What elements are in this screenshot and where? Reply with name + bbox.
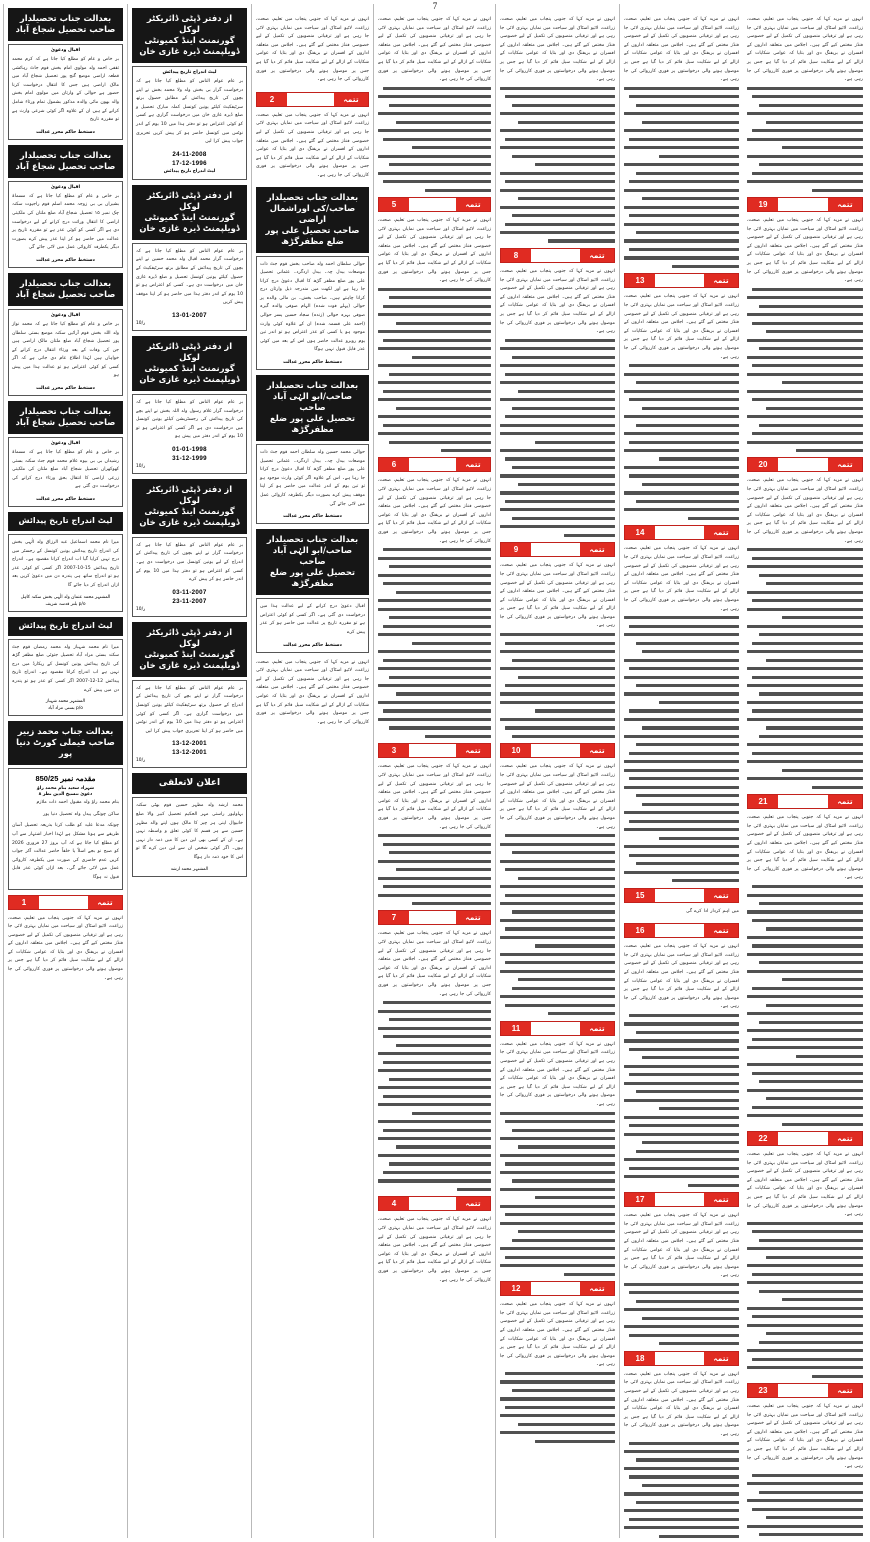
continuation-label: تتمہ xyxy=(828,458,862,471)
column-5-ink-a xyxy=(500,87,615,243)
column-7-text-d: انہوں نے مزید کہا کہ جنوبی پنجاب میں تعلیم، صحت، زراعت، لائیو اسٹاک اور سیاحت میں نمایاں بہتری لائی جا رہی ہے اور ترقیاتی منصوبوں کی تکمیل کے لیے خصوصی فنڈز مختص کیے گئے ہیں۔ اجلاس میں متعلقہ اداروں کے افسران نے بریفنگ دی اور بتایا کہ عوامی شکایات کے ازالے کے لیے شکایت سیل قائم کر دیا گیا ہے جس پر موصول ہونے والی درخواستوں پر فوری کارروائی کی جا رہی ہے۔ xyxy=(747,815,863,881)
column-7-news xyxy=(743,4,867,1538)
alipur-notice-signature: دستخط حاکم محرر عدالت xyxy=(283,642,342,648)
legal-header-line-1: بعدالت جناب تحصیلدار xyxy=(266,534,359,545)
continuation-number: 9 xyxy=(501,543,531,556)
continuation-text-1: انہوں نے مزید کہا کہ جنوبی پنجاب میں تعلیم، صحت، زراعت، لائیو اسٹاک اور سیاحت میں نمایاں بہتری لائی جا رہی ہے اور ترقیاتی منصوبوں کی تکمیل کے لیے خصوصی فنڈز مختص کیے گئے ہیں۔ اجلاس میں متعلقہ اداروں کے افسران نے بریفنگ دی اور بتایا کہ عوامی شکایات کے ازالے کے لیے شکایت سیل قائم کر دیا گیا ہے جس پر موصول ہونے والی درخواستوں پر فوری کارروائی کی جا رہی ہے۔ xyxy=(8,915,123,981)
notice-footer: لیٹ اندراج تاریخ پیدائش xyxy=(163,168,216,174)
continuation-spacer xyxy=(39,896,88,909)
continuation-spacer xyxy=(655,1193,704,1206)
continuation-banner-6[interactable] xyxy=(378,457,491,472)
continuation-label: تتمہ xyxy=(456,911,490,924)
alipur-notice-3 xyxy=(256,598,369,652)
continuation-spacer xyxy=(655,1352,704,1365)
notice-text: بر عام عوام الناس کو مطلع کیا جاتا ہے کہ درخواست گزار غلام رسول ولد اللہ بخش نے اپنے بچے کی تاریخ پیدائش کی رجسٹریشن کیلئے یونین کونسل میں درخواست دی ہے اگر کسی کو اعتراض ہو تو 10 یوم کے اندر دفتر میں پیش ہو xyxy=(136,399,243,440)
column-6-ink-a xyxy=(624,87,739,268)
continuation-label: تتمہ xyxy=(828,198,862,211)
continuation-banner-22[interactable] xyxy=(747,1131,863,1146)
legal-header-line-1: بعدالت جناب تحصیلدار xyxy=(266,380,359,391)
disownment-text: محمد ارشد ولد مظہر حسین قوم بھٹی سکنہ بہاولپور راستی مہر الحکیم تحصیل کبیر والا ضلع خانیوال اپنی ہر چیز کا مالک ہوں اپنے والد مظہر حسین سے ہر قسم کا کوئی تعلق و واسطہ نہیں ہے۔ ان کے کسی بھی لین دین کا میں ذمہ دار نہیں ہوں۔ اگر کوئی شخص ان سے لین دین کرے گا تو اس کا خود ذمہ دار ہوگا xyxy=(136,803,243,860)
continuation-spacer xyxy=(778,1384,828,1397)
continuation-number: 12 xyxy=(501,1282,531,1295)
legal-header-line-1: لیٹ اندراج تاریخ پیدائش xyxy=(18,516,113,526)
continuation-number: 16 xyxy=(625,924,655,937)
continuation-banner-10[interactable] xyxy=(500,743,615,758)
legal-header-line-1: بعدالت جناب تحصیلدار xyxy=(19,13,112,23)
continuation-label: تتمہ xyxy=(828,1384,862,1397)
legal-header-line-2: گورنمنٹ اینڈ کمیونٹی xyxy=(144,35,235,45)
late-birth-notice-text: میرا نام محمد اسماعیل عبد الرزاق ولد الٰہی بخش کی اندراج تاریخ پیدائش یونین کونسل کے رجسٹر میں درج نہیں کرایا گیا اب اندراج کرانا مقصود ہے۔ اندراج تاریخ پیدائش 15-10-2007 اگر کسی کو کوئی عذر ہو تو اندراج ساتھ ہی پندرہ دن میں دعویٰ کریں بعد ازاں اندراج کر دیا جائے گا xyxy=(12,540,119,588)
case-party-line: شہزاد سعید بنام محمد راؤ xyxy=(36,786,95,792)
column-4-text-e: انہوں نے مزید کہا کہ جنوبی پنجاب میں تعلیم، صحت، زراعت، لائیو اسٹاک اور سیاحت میں نمایاں بہتری لائی جا رہی ہے اور ترقیاتی منصوبوں کی تکمیل کے لیے خصوصی فنڈز مختص کیے گئے ہیں۔ اجلاس میں متعلقہ اداروں کے افسران نے بریفنگ دی اور بتایا کہ عوامی شکایات کے ازالے کے لیے شکایت سیل قائم کر دیا گیا ہے جس پر موصول ہونے والی درخواستوں پر فوری کارروائی کی جا رہی ہے۔ xyxy=(378,931,491,997)
legal-header-deputy-director-5 xyxy=(132,622,247,677)
continuation-label: تتمہ xyxy=(828,1132,862,1145)
column-6-ink-b xyxy=(624,364,739,520)
legal-notice-body-4 xyxy=(8,437,123,507)
case-summons-text: چونکہ مدعا علیہ کو طلب کرنا بذریعہ تحصیل آسان طریقے سے ہونا مشکل ہے لہٰذا اخبار اشتہار سے آپ کو مطلع کیا جاتا ہے کہ آپ بروز 27 فروری 2026 کو صبح نو بجے اسلاً یا خلفاً حاضر عدالت آکر جواب کریں عدم حاضری کی صورت میں یکطرفہ کاروائی عمل میں لائی جائے گی۔ بعد ازاں کوئی عذر قابل قبول نہ ہوگا xyxy=(12,823,119,880)
continuation-number: 19 xyxy=(748,198,778,211)
continuation-label: تتمہ xyxy=(456,1197,490,1210)
continuation-label: تتمہ xyxy=(456,198,490,211)
continuation-label: تتمہ xyxy=(704,1193,738,1206)
legal-header-line-1: بعدالت جناب تحصیلدار xyxy=(266,191,359,202)
late-birth-notice-text: میرا نام محمد شہباز ولد محمد رمضان قوم جٹ سکنہ بستی مراد آباد تحصیل جتوئی ضلع مظفر گڑھ کی تاریخ پیدائش یونین کونسل کے ریکارڈ میں درج نہیں ہے اب اندراج کرانا مقصود ہے۔ اندراج تاریخ پیدائش 12-12-2007 اگر کسی کو عذر ہو تو پندرہ دن میں پیش کرے xyxy=(12,644,119,693)
notice-ref: ر/10 xyxy=(136,463,146,469)
continuation-number: 7 xyxy=(379,911,409,924)
legal-header-line-1: از دفتر ڈپٹی ڈائریکٹر لوکل xyxy=(146,483,233,505)
declaration-header-disownment: اعلان لاتعلقی xyxy=(132,773,247,794)
legal-header-line-3: صاحب تحصیل علی پور ضلع مظفرگڑھ xyxy=(265,224,360,246)
notice-ref: ر/10 xyxy=(136,320,146,326)
column-1-legal-notices xyxy=(3,4,127,1538)
column-6-news xyxy=(619,4,743,1538)
column-3-lead-text: انہوں نے مزید کہا کہ جنوبی پنجاب میں تعلیم، صحت، زراعت، لائیو اسٹاک اور سیاحت میں نمایاں بہتری لائی جا رہی ہے اور ترقیاتی منصوبوں کی تکمیل کے لیے خصوصی فنڈز مختص کیے گئے ہیں۔ اجلاس میں متعلقہ اداروں کے افسران نے بریفنگ دی اور بتایا کہ عوامی شکایات کے ازالے کے لیے شکایت سیل قائم کر دیا گیا ہے جس پر موصول ہونے والی درخواستوں پر فوری کارروائی کی جا رہی ہے۔ xyxy=(256,17,369,83)
continuation-label: تتمہ xyxy=(580,249,614,262)
column-4-text-a: انہوں نے مزید کہا کہ جنوبی پنجاب میں تعلیم، صحت، زراعت، لائیو اسٹاک اور سیاحت میں نمایاں بہتری لائی جا رہی ہے اور ترقیاتی منصوبوں کی تکمیل کے لیے خصوصی فنڈز مختص کیے گئے ہیں۔ اجلاس میں متعلقہ اداروں کے افسران نے بریفنگ دی اور بتایا کہ عوامی شکایات کے ازالے کے لیے شکایت سیل قائم کر دیا گیا ہے جس پر موصول ہونے والی درخواستوں پر فوری کارروائی کی جا رہی ہے۔ xyxy=(378,17,491,83)
column-4-news xyxy=(373,4,495,1538)
continuation-label: تتمہ xyxy=(704,1352,738,1365)
continuation-banner-9[interactable] xyxy=(500,542,615,557)
legal-notice-body-1 xyxy=(8,44,123,140)
legal-notice-text: بر خاص و عام کو مطلع کیا جاتا ہے کہ کرم محمد ثقفی احمد ولد مولوی امام بخش قوم جاٹ رہائشی قطعہ اراضی موضع گنج پور تحصیل شجاع آباد میں مالک اراضی ہیں جس کا انتقال درخواست کرنا حضور ہے حوالی کے وارثان میں مولوی امام بخش والد بھون مائی والدہ مذکور بشمول تمام ورثاء شامل کرانے کے ہیں ان کے علاوہ اگر کوئی شرعی وارث ہے تو مقررہ تاریخ xyxy=(12,57,119,123)
continuation-spacer xyxy=(655,274,704,287)
continuation-spacer xyxy=(531,1022,580,1035)
continuation-label: تتمہ xyxy=(704,526,738,539)
column-6-ink-f xyxy=(624,1283,739,1345)
local-govt-notice-4 xyxy=(132,537,247,617)
legal-header-deputy-director-3 xyxy=(132,336,247,391)
disownment-notice xyxy=(132,797,247,876)
column-6-text-c: انہوں نے مزید کہا کہ جنوبی پنجاب میں تعلیم، صحت، زراعت، لائیو اسٹاک اور سیاحت میں نمایاں بہتری لائی جا رہی ہے اور ترقیاتی منصوبوں کی تکمیل کے لیے خصوصی فنڈز مختص کیے گئے ہیں۔ اجلاس میں متعلقہ اداروں کے افسران نے بریفنگ دی اور بتایا کہ عوامی شکایات کے ازالے کے لیے شکایت سیل قائم کر دیا گیا ہے جس پر موصول ہونے والی درخواستوں پر فوری کارروائی کی جا رہی ہے۔ xyxy=(624,546,739,612)
continuation-label: تتمہ xyxy=(704,274,738,287)
continuation-spacer xyxy=(287,93,334,106)
column-7-ink-c xyxy=(747,548,863,789)
column-3-tehsildar-alipur-notices xyxy=(251,4,373,1538)
column-5-ink-e xyxy=(500,1112,615,1276)
legal-notice-text: بر خاص و عام کو مطلع کیا جاتا ہے کہ مسماۃ بشیراں بی بی زوجہ محمد اسلم قوم راجپوت سکنہ چک نمبر ۱۵ تحصیل شجاع آباد ضلع ملتان کی ملکیتی اراضی کا انتقال وراثت درج کرانے کے لیے درخواست دی ہے اگر کسی کو کوئی عذر ہے تو مقررہ تاریخ پر عدالت میں حاضر ہو کر اپنا عذر پیش کرے بصورت دیگر یکطرفہ کاروائی عمل میں لائی جائے گی xyxy=(12,193,119,251)
legal-header-line-3: تحصیل علی پور ضلع مظفرگڑھ xyxy=(269,567,356,589)
continuation-banner-12[interactable] xyxy=(500,1281,615,1296)
legal-header-line-2: گورنمنٹ اینڈ کمیونٹی xyxy=(144,211,235,222)
column-7-text-a: انہوں نے مزید کہا کہ جنوبی پنجاب میں تعلیم، صحت، زراعت، لائیو اسٹاک اور سیاحت میں نمایاں بہتری لائی جا رہی ہے اور ترقیاتی منصوبوں کی تکمیل کے لیے خصوصی فنڈز مختص کیے گئے ہیں۔ اجلاس میں متعلقہ اداروں کے افسران نے بریفنگ دی اور بتایا کہ عوامی شکایات کے ازالے کے لیے شکایت سیل قائم کر دیا گیا ہے جس پر موصول ہونے والی درخواستوں پر فوری کارروائی کی جا رہی ہے۔ xyxy=(747,17,863,83)
notice-date-1: 13-12-2001 xyxy=(172,740,207,748)
legal-header-tehsildar-shujaabad-1 xyxy=(8,8,123,41)
continuation-number: 20 xyxy=(748,458,778,471)
page-folio: 7 xyxy=(432,1,438,11)
notice-date-1: 24-11-2008 xyxy=(172,150,207,158)
column-3-filler-text: انہوں نے مزید کہا کہ جنوبی پنجاب میں تعلیم، صحت، زراعت، لائیو اسٹاک اور سیاحت میں نمایاں بہتری لائی جا رہی ہے اور ترقیاتی منصوبوں کی تکمیل کے لیے خصوصی فنڈز مختص کیے گئے ہیں۔ اجلاس میں متعلقہ اداروں کے افسران نے بریفنگ دی اور بتایا کہ عوامی شکایات کے ازالے کے لیے شکایت سیل قائم کر دیا گیا ہے جس پر موصول ہونے والی درخواستوں پر فوری کارروائی کی جا رہی ہے۔ xyxy=(256,659,369,725)
continuation-label: تتمہ xyxy=(828,795,862,808)
legal-header-line-1: بعدالت جناب محمد زبیر xyxy=(17,726,114,737)
continuation-banner-20[interactable] xyxy=(747,457,863,472)
legal-notice-body-2 xyxy=(8,181,123,268)
legal-header-deputy-director-4 xyxy=(132,479,247,534)
continuation-spacer xyxy=(409,744,456,757)
column-6-text-a: انہوں نے مزید کہا کہ جنوبی پنجاب میں تعلیم، صحت، زراعت، لائیو اسٹاک اور سیاحت میں نمایاں بہتری لائی جا رہی ہے اور ترقیاتی منصوبوں کی تکمیل کے لیے خصوصی فنڈز مختص کیے گئے ہیں۔ اجلاس میں متعلقہ اداروں کے افسران نے بریفنگ دی اور بتایا کہ عوامی شکایات کے ازالے کے لیے شکایت سیل قائم کر دیا گیا ہے جس پر موصول ہونے والی درخواستوں پر فوری کارروائی کی جا رہی ہے۔ xyxy=(624,17,739,83)
column-7-ink-e xyxy=(747,1222,863,1378)
case-claim-line: دعویٰ تنسیخ الدین نظر ۸ xyxy=(38,792,93,798)
column-5-text-b: انہوں نے مزید کہا کہ جنوبی پنجاب میں تعلیم، صحت، زراعت، لائیو اسٹاک اور سیاحت میں نمایاں بہتری لائی جا رہی ہے اور ترقیاتی منصوبوں کی تکمیل کے لیے خصوصی فنڈز مختص کیے گئے ہیں۔ اجلاس میں متعلقہ اداروں کے افسران نے بریفنگ دی اور بتایا کہ عوامی شکایات کے ازالے کے لیے شکایت سیل قائم کر دیا گیا ہے جس پر موصول ہونے والی درخواستوں پر فوری کارروائی کی جا رہی ہے۔ xyxy=(500,268,615,335)
continuation-banner-18[interactable] xyxy=(624,1351,739,1366)
alipur-notice-text: حوالی سلطان احمد ولد صاحب بخش قوم جٹ ذات موضعات بیدل چہ۔ بیدل اردگرد۔ عثمانی تحصیل علی پور ضلع مظفر گڑھ کا اقبال دعویٰ درج کرانا جا رہا ہے اور لکھت میں مندرجہ ذیل وارثان درج کرانا چاہتے ہیں۔ صاحب بخش۔ بن مالی والدہ پر حوالی (پہلے فوت شدہ) الہام صوفی والدہ گیرہ صوفی بہرہ حوالی (زندہ) سجاد حسین پسر حوالی (احمد علی قسمہ شدہ) ان کے علاوہ کوئی وارث موجود ہو یا کسی کو عذر اعتراض ہو تو اندر تین یوم روبرو عدالت حاضر ہوں اس کے بعد میں کوئی عذر قابل قبول نہیں ہوگا xyxy=(260,261,365,353)
continuation-banner-17[interactable] xyxy=(624,1192,739,1207)
legal-header-tehsildar-shujaabad-4 xyxy=(8,401,123,434)
continuation-label: تتمہ xyxy=(704,924,738,937)
alipur-notice-signature: دستخط حاکم محرر عدالت xyxy=(283,360,342,366)
continuation-banner-1[interactable] xyxy=(8,895,123,910)
column-5-ink-f xyxy=(500,1372,615,1443)
continuation-label: تتمہ xyxy=(580,1022,614,1035)
continuation-spacer xyxy=(531,744,580,757)
continuation-banner-7[interactable] xyxy=(378,910,491,925)
continuation-label: تتمہ xyxy=(580,744,614,757)
legal-notice-subtitle: اقبال ودعویٰ xyxy=(50,48,81,53)
column-6-text-g: انہوں نے مزید کہا کہ جنوبی پنجاب میں تعلیم، صحت، زراعت، لائیو اسٹاک اور سیاحت میں نمایاں بہتری لائی جا رہی ہے اور ترقیاتی منصوبوں کی تکمیل کے لیے خصوصی فنڈز مختص کیے گئے ہیں۔ اجلاس میں متعلقہ اداروں کے افسران نے بریفنگ دی اور بتایا کہ عوامی شکایات کے ازالے کے لیے شکایت سیل قائم کر دیا گیا ہے جس پر موصول ہونے والی درخواستوں پر فوری کارروائی کی جا رہی ہے۔ xyxy=(624,1371,739,1437)
legal-header-line-3: تحصیل علی پور ضلع مظفرگڑھ xyxy=(269,413,356,435)
continuation-banner-19[interactable] xyxy=(747,197,863,212)
continuation-spacer xyxy=(531,543,580,556)
column-5-text-f: انہوں نے مزید کہا کہ جنوبی پنجاب میں تعلیم، صحت، زراعت، لائیو اسٹاک اور سیاحت میں نمایاں بہتری لائی جا رہی ہے اور ترقیاتی منصوبوں کی تکمیل کے لیے خصوصی فنڈز مختص کیے گئے ہیں۔ اجلاس میں متعلقہ اداروں کے افسران نے بریفنگ دی اور بتایا کہ عوامی شکایات کے ازالے کے لیے شکایت سیل قائم کر دیا گیا ہے جس پر موصول ہونے والی درخواستوں پر فوری کارروائی کی جا رہی ہے۔ xyxy=(500,1302,615,1368)
continuation-banner-14[interactable] xyxy=(624,525,739,540)
continuation-number: 3 xyxy=(379,744,409,757)
column-4-text-b: انہوں نے مزید کہا کہ جنوبی پنجاب میں تعلیم، صحت، زراعت، لائیو اسٹاک اور سیاحت میں نمایاں بہتری لائی جا رہی ہے اور ترقیاتی منصوبوں کی تکمیل کے لیے خصوصی فنڈز مختص کیے گئے ہیں۔ اجلاس میں متعلقہ اداروں کے افسران نے بریفنگ دی اور بتایا کہ عوامی شکایات کے ازالے کے لیے شکایت سیل قائم کر دیا گیا ہے جس پر موصول ہونے والی درخواستوں پر فوری کارروائی کی جا رہی ہے۔ xyxy=(378,218,491,284)
case-respondent-line: بنام محمد راؤ ولد مقبول احمد ذات ملازم xyxy=(36,800,119,806)
case-address-line: ساکن چونگی پیدل واہ تحصیل دنیا پور xyxy=(43,811,119,817)
column-5-text-a: انہوں نے مزید کہا کہ جنوبی پنجاب میں تعلیم، صحت، زراعت، لائیو اسٹاک اور سیاحت میں نمایاں بہتری لائی جا رہی ہے اور ترقیاتی منصوبوں کی تکمیل کے لیے خصوصی فنڈز مختص کیے گئے ہیں۔ اجلاس میں متعلقہ اداروں کے افسران نے بریفنگ دی اور بتایا کہ عوامی شکایات کے ازالے کے لیے شکایت سیل قائم کر دیا گیا ہے جس پر موصول ہونے والی درخواستوں پر فوری کارروائی کی جا رہی ہے۔ xyxy=(500,17,615,83)
legal-header-tehsildar-alipur-1 xyxy=(256,187,369,253)
continuation-number: 23 xyxy=(748,1384,778,1397)
continuation-banner-5[interactable] xyxy=(378,197,491,212)
column-6-text-d: میں اہم کردار ادا کرے گی xyxy=(686,908,739,914)
notice-date-1: 13-01-2007 xyxy=(172,311,207,319)
column-6-ink-c xyxy=(624,616,739,882)
column-5-ink-b xyxy=(500,339,615,537)
local-govt-notice-1 xyxy=(132,66,247,180)
alipur-notice-text: حوالی محمد حسین ولد سلطان احمد قوم جٹ ذات موضعات بیدل چہ۔ بیدل اردگرد۔ عثمانی تحصیل علی پور ضلع مظفر گڑھ کا اقبال دعویٰ درج کرانا جا رہا ہے۔ اس کے علاوہ اگر کوئی وارث موجود ہو تو تین یوم کے اندر عدالت میں حاضر ہو کر اپنا موقف پیش کرے بصورت دیگر یکطرفہ کاروائی عمل میں لائی جائے گی xyxy=(260,450,365,507)
legal-header-line-2: صاحب تحصیل شجاع آباد xyxy=(15,288,116,299)
continuation-label: تتمہ xyxy=(580,1282,614,1295)
legal-header-line-2: صاحب/ابو الہٰی آباد صاحب xyxy=(272,545,353,567)
continuation-number: 17 xyxy=(625,1193,655,1206)
continuation-number: 14 xyxy=(625,526,655,539)
column-6-ink-g xyxy=(624,1442,739,1539)
continuation-banner-3[interactable] xyxy=(378,743,491,758)
column-4-text-c: انہوں نے مزید کہا کہ جنوبی پنجاب میں تعلیم، صحت، زراعت، لائیو اسٹاک اور سیاحت میں نمایاں بہتری لائی جا رہی ہے اور ترقیاتی منصوبوں کی تکمیل کے لیے خصوصی فنڈز مختص کیے گئے ہیں۔ اجلاس میں متعلقہ اداروں کے افسران نے بریفنگ دی اور بتایا کہ عوامی شکایات کے ازالے کے لیے شکایت سیل قائم کر دیا گیا ہے جس پر موصول ہونے والی درخواستوں پر فوری کارروائی کی جا رہی ہے۔ xyxy=(378,478,491,544)
continuation-banner-2[interactable] xyxy=(256,92,369,107)
legal-header-line-1: از دفتر ڈپٹی ڈائریکٹر لوکل xyxy=(146,626,233,648)
continuation-label: تتمہ xyxy=(456,744,490,757)
column-4-ink-a xyxy=(378,87,491,192)
alipur-notice-text: اقبال دعویٰ درج کرانے کے لیے عدالت ہذا میں درخواست دی گئی ہے۔ اگر کسی کو کوئی اعتراض ہے تو مقررہ تاریخ پر عدالت میں حاضر ہو کر عذر پیش کرے xyxy=(260,604,365,635)
local-govt-notice-2 xyxy=(132,243,247,331)
column-6-text-f: انہوں نے مزید کہا کہ جنوبی پنجاب میں تعلیم، صحت، زراعت، لائیو اسٹاک اور سیاحت میں نمایاں بہتری لائی جا رہی ہے اور ترقیاتی منصوبوں کی تکمیل کے لیے خصوصی فنڈز مختص کیے گئے ہیں۔ اجلاس میں متعلقہ اداروں کے افسران نے بریفنگ دی اور بتایا کہ عوامی شکایات کے ازالے کے لیے شکایت سیل قائم کر دیا گیا ہے جس پر موصول ہونے والی درخواستوں پر فوری کارروائی کی جا رہی ہے۔ xyxy=(624,1213,739,1279)
column-7-ink-f xyxy=(747,1474,863,1538)
alipur-notice-1 xyxy=(256,256,369,371)
notice-ref: ر/10 xyxy=(136,606,146,612)
legal-header-tehsildar-shujaabad-3 xyxy=(8,273,123,306)
continuation-number: 1 xyxy=(9,896,39,909)
legal-header-line-1: لیٹ اندراج تاریخ پیدائش xyxy=(18,620,113,630)
legal-notice-subtitle: اقبال ودعویٰ xyxy=(50,184,81,190)
column-grid xyxy=(3,4,867,1538)
continuation-spacer xyxy=(655,889,704,902)
legal-notice-signature: دستخط حاکم محرر عدالت xyxy=(36,386,95,392)
continuation-number: 5 xyxy=(379,198,409,211)
continuation-spacer xyxy=(409,911,456,924)
legal-header-line-1: بعدالت جناب تحصیلدار xyxy=(19,406,112,417)
continuation-spacer xyxy=(409,1197,456,1210)
continuation-spacer xyxy=(409,458,456,471)
continuation-banner-8[interactable] xyxy=(500,248,615,263)
column-4-text-f: انہوں نے مزید کہا کہ جنوبی پنجاب میں تعلیم، صحت، زراعت، لائیو اسٹاک اور سیاحت میں نمایاں بہتری لائی جا رہی ہے اور ترقیاتی منصوبوں کی تکمیل کے لیے خصوصی فنڈز مختص کیے گئے ہیں۔ اجلاس میں متعلقہ اداروں کے افسران نے بریفنگ دی اور بتایا کہ عوامی شکایات کے ازالے کے لیے شکایت سیل قائم کر دیا گیا ہے جس پر موصول ہونے والی درخواستوں پر فوری کارروائی کی جا رہی ہے۔ xyxy=(378,1217,491,1283)
notice-text: بر عام عوام الناس کو مطلع کیا جاتا ہے کہ درخواست گزار نے اپنے بچوں کی تاریخ پیدائش کے اندراج کے لیے یونین کونسل میں درخواست دی ہے۔ کسی کو اعتراض ہو تو دفتر ہذا میں 10 یوم کے اندر حاضر ہو کر پیش کرے xyxy=(136,542,244,583)
late-birth-pio: p/o بلتر قدسہ شریف xyxy=(45,601,86,607)
legal-header-tehsildar-shujaabad-2 xyxy=(8,145,123,178)
column-6-text-b: انہوں نے مزید کہا کہ جنوبی پنجاب میں تعلیم، صحت، زراعت، لائیو اسٹاک اور سیاحت میں نمایاں بہتری لائی جا رہی ہے اور ترقیاتی منصوبوں کی تکمیل کے لیے خصوصی فنڈز مختص کیے گئے ہیں۔ اجلاس میں متعلقہ اداروں کے افسران نے بریفنگ دی اور بتایا کہ عوامی شکایات کے ازالے کے لیے شکایت سیل قائم کر دیا گیا ہے جس پر موصول ہونے والی درخواستوں پر فوری کارروائی کی جا رہی ہے۔ xyxy=(624,294,739,360)
column-5-news xyxy=(495,4,619,1538)
column-7-text-b: انہوں نے مزید کہا کہ جنوبی پنجاب میں تعلیم، صحت، زراعت، لائیو اسٹاک اور سیاحت میں نمایاں بہتری لائی جا رہی ہے اور ترقیاتی منصوبوں کی تکمیل کے لیے خصوصی فنڈز مختص کیے گئے ہیں۔ اجلاس میں متعلقہ اداروں کے افسران نے بریفنگ دی اور بتایا کہ عوامی شکایات کے ازالے کے لیے شکایت سیل قائم کر دیا گیا ہے جس پر موصول ہونے والی درخواستوں پر فوری کارروائی کی جا رہی ہے۔ xyxy=(747,218,863,284)
legal-notice-signature: دستخط حاکم محرر عدالت xyxy=(36,257,95,263)
legal-header-line-3: ڈویلپمنٹ ڈیرہ غازی خان xyxy=(139,373,240,384)
legal-header-line-1: از دفتر ڈپٹی ڈائریکٹر لوکل xyxy=(146,13,233,34)
legal-notice-text: بر خاص و عام کو مطلع کیا جاتا ہے کہ مسماۃ رشیداں بی بی بیوہ غلام محمد قوم جٹ سکنہ بستی کھوکھراں تحصیل شجاع آباد ضلع ملتان کی ملکیتی زرعی اراضی کا انتقال بحق ورثاء درج کرانے کی درخواست دی گئی ہے xyxy=(12,450,119,490)
legal-header-deputy-director-2 xyxy=(132,185,247,240)
legal-header-family-court-dunyapur xyxy=(8,721,123,765)
continuation-spacer xyxy=(409,198,456,211)
continuation-text-2: انہوں نے مزید کہا کہ جنوبی پنجاب میں تعلیم، صحت، زراعت، لائیو اسٹاک اور سیاحت میں نمایاں بہتری لائی جا رہی ہے اور ترقیاتی منصوبوں کی تکمیل کے لیے خصوصی فنڈز مختص کیے گئے ہیں۔ اجلاس میں متعلقہ اداروں کے افسران نے بریفنگ دی اور بتایا کہ عوامی شکایات کے ازالے کے لیے شکایت سیل قائم کر دیا گیا ہے جس پر موصول ہونے والی درخواستوں پر فوری کارروائی کی جا رہی ہے۔ xyxy=(256,112,369,178)
legal-header-line-2: صاحب تحصیل شجاع آباد xyxy=(15,417,116,428)
continuation-banner-23[interactable] xyxy=(747,1383,863,1398)
column-7-ink-a xyxy=(747,87,863,192)
late-birth-signature: المشتہر محمد شہباز xyxy=(45,699,86,705)
legal-header-line-1: از دفتر ڈپٹی ڈائریکٹر لوکل xyxy=(146,189,233,211)
legal-header-line-3: ڈویلپمنٹ ڈیرہ غازی خان xyxy=(139,516,240,527)
legal-header-line-3: ڈویلپمنٹ ڈیرہ غازی خان xyxy=(139,659,240,670)
legal-header-line-2: صاحب/کی اوراشمال اراضی xyxy=(269,202,356,224)
local-govt-notice-3 xyxy=(132,394,247,474)
column-2-local-government-notices xyxy=(127,4,251,1538)
continuation-banner-13[interactable] xyxy=(624,273,739,288)
legal-notice-body-3 xyxy=(8,309,123,396)
legal-header-line-2: صاحب/ابو الہٰی آباد صاحب xyxy=(272,391,353,413)
column-4-ink-d xyxy=(378,834,491,905)
legal-notice-signature: دستخط حاکم محرر عدالت xyxy=(36,497,95,503)
legal-header-late-birth-registration-1 xyxy=(8,512,123,531)
column-4-ink-c xyxy=(378,548,491,738)
continuation-label: تتمہ xyxy=(456,458,490,471)
continuation-banner-21[interactable] xyxy=(747,794,863,809)
column-7-ink-b xyxy=(747,288,863,452)
legal-header-line-3: ڈویلپمنٹ ڈیرہ غازی خان xyxy=(139,222,240,233)
continuation-spacer xyxy=(778,198,828,211)
continuation-spacer xyxy=(531,1282,580,1295)
legal-header-line-1: بعدالت جناب تحصیلدار xyxy=(19,277,112,288)
continuation-number: 18 xyxy=(625,1352,655,1365)
continuation-spacer xyxy=(778,1132,828,1145)
continuation-banner-4[interactable] xyxy=(378,1196,491,1211)
continuation-number: 6 xyxy=(379,458,409,471)
legal-header-line-2: صاحب تحصیل شجاع آباد xyxy=(15,160,116,171)
column-4-ink-e xyxy=(378,1001,491,1191)
legal-header-tehsildar-alipur-3 xyxy=(256,529,369,595)
legal-header-line-1: از دفتر ڈپٹی ڈائریکٹر لوکل xyxy=(146,340,233,362)
continuation-number: 21 xyxy=(748,795,778,808)
continuation-number: 11 xyxy=(501,1022,531,1035)
notice-text: بر عام عوام الناس کو مطلع کیا جاتا ہے کہ درخواست گزار بی بخش ولد ولا محمد بخش نے اپنے بچوں کی تاریخ پیدائش کے مطابق حصول برتھ سرٹیفکیٹ کیلئے یونین کونسل کملہ مبارک تحصیل و ضلع ڈیرہ غازی خان میں درخواست گزاری ہے کسی کو کوئی اعتراض ہو تو دفتر ہذا میں 10 یوم کے اندر نوٹس میں کونسل حاضر ہو کر پیش کریں تحریری جواب پیش کرا لیں xyxy=(136,79,243,145)
notice-date-2: 31-12-1999 xyxy=(172,454,207,462)
column-7-ink-d xyxy=(747,885,863,1126)
continuation-number: 8 xyxy=(501,249,531,262)
disownment-signature: المشتہر محمد ارشد xyxy=(170,866,209,872)
column-4-ink-b xyxy=(378,288,491,452)
column-5-text-d: انہوں نے مزید کہا کہ جنوبی پنجاب میں تعلیم، صحت، زراعت، لائیو اسٹاک اور سیاحت میں نمایاں بہتری لائی جا رہی ہے اور ترقیاتی منصوبوں کی تکمیل کے لیے خصوصی فنڈز مختص کیے گئے ہیں۔ اجلاس میں متعلقہ اداروں کے افسران نے بریفنگ دی اور بتایا کہ عوامی شکایات کے ازالے کے لیے شکایت سیل قائم کر دیا گیا ہے جس پر موصول ہونے والی درخواستوں پر فوری کارروائی کی جا رہی ہے۔ xyxy=(500,764,615,830)
legal-notice-signature: دستخط حاکم محرر عدالت xyxy=(36,129,95,135)
legal-header-line-2: گورنمنٹ اینڈ کمیونٹی xyxy=(144,362,235,373)
late-birth-signature: المشتہر محمد عثمان ولد الٰہی بخش سکنہ کاہل xyxy=(20,594,111,600)
column-5-ink-c xyxy=(500,633,615,738)
legal-header-line-3: ڈویلپمنٹ ڈیرہ غازی خان xyxy=(139,46,240,56)
notice-subtitle: لیٹ اندراج تاریخ پیدائش xyxy=(162,70,217,75)
column-7-text-c: انہوں نے مزید کہا کہ جنوبی پنجاب میں تعلیم، صحت، زراعت، لائیو اسٹاک اور سیاحت میں نمایاں بہتری لائی جا رہی ہے اور ترقیاتی منصوبوں کی تکمیل کے لیے خصوصی فنڈز مختص کیے گئے ہیں۔ اجلاس میں متعلقہ اداروں کے افسران نے بریفنگ دی اور بتایا کہ عوامی شکایات کے ازالے کے لیے شکایت سیل قائم کر دیا گیا ہے جس پر موصول ہونے والی درخواستوں پر فوری کارروائی کی جا رہی ہے۔ xyxy=(747,478,863,544)
notice-text: بر عام عوام الناس کو مطلع کیا جاتا ہے کہ درخواست گزار محمد اقبال ولد محمد حسین نے اپنے بچوں کی تاریخ پیدائش کے مطابق برتھ سرٹیفکیٹ کے حصول کیلئے یونین کونسل تحصیل و ضلع ڈیرہ غازی خان میں درخواست دی ہے۔ کسی کو اعتراض ہو تو 10 یوم کے اندر دفتر ہذا میں حاضر ہو کر اپنا موقف پیش کریں xyxy=(136,248,243,306)
column-5-text-e: انہوں نے مزید کہا کہ جنوبی پنجاب میں تعلیم، صحت، زراعت، لائیو اسٹاک اور سیاحت میں نمایاں بہتری لائی جا رہی ہے اور ترقیاتی منصوبوں کی تکمیل کے لیے خصوصی فنڈز مختص کیے گئے ہیں۔ اجلاس میں متعلقہ اداروں کے افسران نے بریفنگ دی اور بتایا کہ عوامی شکایات کے ازالے کے لیے شکایت سیل قائم کر دیا گیا ہے جس پر موصول ہونے والی درخواستوں پر فوری کارروائی کی جا رہی ہے۔ xyxy=(500,1041,615,1107)
late-birth-pio: p/o بستی مراد آباد xyxy=(48,706,83,712)
continuation-label: تتمہ xyxy=(334,93,368,106)
legal-header-line-2: گورنمنٹ اینڈ کمیونٹی xyxy=(144,505,235,516)
legal-header-line-2: صاحب تحصیل شجاع آباد xyxy=(15,24,116,34)
family-court-notice xyxy=(8,768,123,889)
continuation-banner-11[interactable] xyxy=(500,1021,615,1036)
legal-header-line-2: گورنمنٹ اینڈ کمیونٹی xyxy=(144,648,235,659)
continuation-number: 15 xyxy=(625,889,655,902)
continuation-label: تتمہ xyxy=(580,543,614,556)
case-number: مقدمہ نمبر 850/25 xyxy=(35,774,96,784)
legal-header-late-birth-registration-2 xyxy=(8,617,123,636)
continuation-spacer xyxy=(778,795,828,808)
local-govt-notice-5 xyxy=(132,680,247,769)
column-6-text-e: انہوں نے مزید کہا کہ جنوبی پنجاب میں تعلیم، صحت، زراعت، لائیو اسٹاک اور سیاحت میں نمایاں بہتری لائی جا رہی ہے اور ترقیاتی منصوبوں کی تکمیل کے لیے خصوصی فنڈز مختص کیے گئے ہیں۔ اجلاس میں متعلقہ اداروں کے افسران نے بریفنگ دی اور بتایا کہ عوامی شکایات کے ازالے کے لیے شکایت سیل قائم کر دیا گیا ہے جس پر موصول ہونے والی درخواستوں پر فوری کارروائی کی جا رہی ہے۔ xyxy=(624,944,739,1010)
notice-date-1: 03-11-2007 xyxy=(172,588,207,596)
continuation-label: تتمہ xyxy=(704,889,738,902)
continuation-spacer xyxy=(655,924,704,937)
alipur-notice-signature: دستخط حاکم محرر عدالت xyxy=(283,514,342,520)
column-5-text-c: انہوں نے مزید کہا کہ جنوبی پنجاب میں تعلیم، صحت، زراعت، لائیو اسٹاک اور سیاحت میں نمایاں بہتری لائی جا رہی ہے اور ترقیاتی منصوبوں کی تکمیل کے لیے خصوصی فنڈز مختص کیے گئے ہیں۔ اجلاس میں متعلقہ اداروں کے افسران نے بریفنگ دی اور بتایا کہ عوامی شکایات کے ازالے کے لیے شکایت سیل قائم کر دیا گیا ہے جس پر موصول ہونے والی درخواستوں پر فوری کارروائی کی جا رہی ہے۔ xyxy=(500,563,615,629)
column-4-text-d: انہوں نے مزید کہا کہ جنوبی پنجاب میں تعلیم، صحت، زراعت، لائیو اسٹاک اور سیاحت میں نمایاں بہتری لائی جا رہی ہے اور ترقیاتی منصوبوں کی تکمیل کے لیے خصوصی فنڈز مختص کیے گئے ہیں۔ اجلاس میں متعلقہ اداروں کے افسران نے بریفنگ دی اور بتایا کہ عوامی شکایات کے ازالے کے لیے شکایت سیل قائم کر دیا گیا ہے جس پر موصول ہونے والی درخواستوں پر فوری کارروائی کی جا رہی ہے۔ xyxy=(378,764,491,830)
continuation-spacer xyxy=(531,249,580,262)
notice-date-1: 01-01-1998 xyxy=(172,445,207,453)
legal-header-line-1: بعدالت جناب تحصیلدار xyxy=(19,149,112,160)
legal-header-deputy-director-1 xyxy=(132,8,247,63)
alipur-notice-2 xyxy=(256,444,369,524)
legal-notice-subtitle: اقبال ودعویٰ xyxy=(50,312,81,318)
column-7-text-f: انہوں نے مزید کہا کہ جنوبی پنجاب میں تعلیم، صحت، زراعت، لائیو اسٹاک اور سیاحت میں نمایاں بہتری لائی جا رہی ہے اور ترقیاتی منصوبوں کی تکمیل کے لیے خصوصی فنڈز مختص کیے گئے ہیں۔ اجلاس میں متعلقہ اداروں کے افسران نے بریفنگ دی اور بتایا کہ عوامی شکایات کے ازالے کے لیے شکایت سیل قائم کر دیا گیا ہے جس پر موصول ہونے والی درخواستوں پر فوری کارروائی کی جا رہی ہے۔ xyxy=(747,1404,863,1470)
late-birth-notice-2 xyxy=(8,639,123,717)
continuation-spacer xyxy=(778,458,828,471)
continuation-number: 2 xyxy=(257,93,287,106)
continuation-banner-15[interactable] xyxy=(624,888,739,903)
column-5-ink-d xyxy=(500,834,615,1015)
notice-date-2: 13-12-2001 xyxy=(172,749,207,757)
continuation-number: 10 xyxy=(501,744,531,757)
continuation-number: 4 xyxy=(379,1197,409,1210)
notice-date-2: 17-12-1996 xyxy=(172,159,207,167)
legal-notice-text: بر خاص و عام کو مطلع کیا جاتا ہے کہ محمد نواز ولد اللہ بخش قوم آرائیں سکنہ موضع بستی سلطان پور تحصیل شجاع آباد ضلع ملتان مالک اراضی ہیں جن کی وفات کے بعد ورثاء انتقال درج کرانے کے خواہاں ہیں لہٰذا اطلاع عام دی جاتی ہے کہ اگر کسی کو کوئی اعتراض ہو تو عدالت ہذا میں پیش ہو xyxy=(12,321,119,379)
column-6-ink-e xyxy=(624,1014,739,1187)
notice-date-2: 23-11-2007 xyxy=(172,597,207,605)
column-7-text-e: انہوں نے مزید کہا کہ جنوبی پنجاب میں تعلیم، صحت، زراعت، لائیو اسٹاک اور سیاحت میں نمایاں بہتری لائی جا رہی ہے اور ترقیاتی منصوبوں کی تکمیل کے لیے خصوصی فنڈز مختص کیے گئے ہیں۔ اجلاس میں متعلقہ اداروں کے افسران نے بریفنگ دی اور بتایا کہ عوامی شکایات کے ازالے کے لیے شکایت سیل قائم کر دیا گیا ہے جس پر موصول ہونے والی درخواستوں پر فوری کارروائی کی جا رہی ہے۔ xyxy=(747,1152,863,1218)
continuation-number: 22 xyxy=(748,1132,778,1145)
continuation-banner-16[interactable] xyxy=(624,923,739,938)
continuation-label: تتمہ xyxy=(88,896,122,909)
late-birth-notice-1 xyxy=(8,534,123,612)
legal-notice-subtitle: اقبال ودعویٰ xyxy=(50,441,81,447)
notice-ref: ر/10 xyxy=(136,758,146,764)
notice-text: بر عام عوام الناس کو مطلع کیا جاتا ہے کہ درخواست گزار نے اپنے بچے کی تاریخ پیدائش کے اندراج کے حصول برتھ سرٹیفکیٹ کیلئے یونین کونسل میں درخواست گزاری ہے۔ اگر کسی کو کوئی اعتراض ہو تو دفتر ہذا میں 10 یوم کے اندر نوٹس میں حاضر ہو کر اپنا تحریری جواب پیش کرا لیں xyxy=(136,685,243,734)
legal-header-line-2: صاحب فیملی کورٹ دنیا پور xyxy=(16,737,115,759)
legal-header-tehsildar-alipur-2 xyxy=(256,375,369,441)
continuation-spacer xyxy=(655,526,704,539)
continuation-number: 13 xyxy=(625,274,655,287)
